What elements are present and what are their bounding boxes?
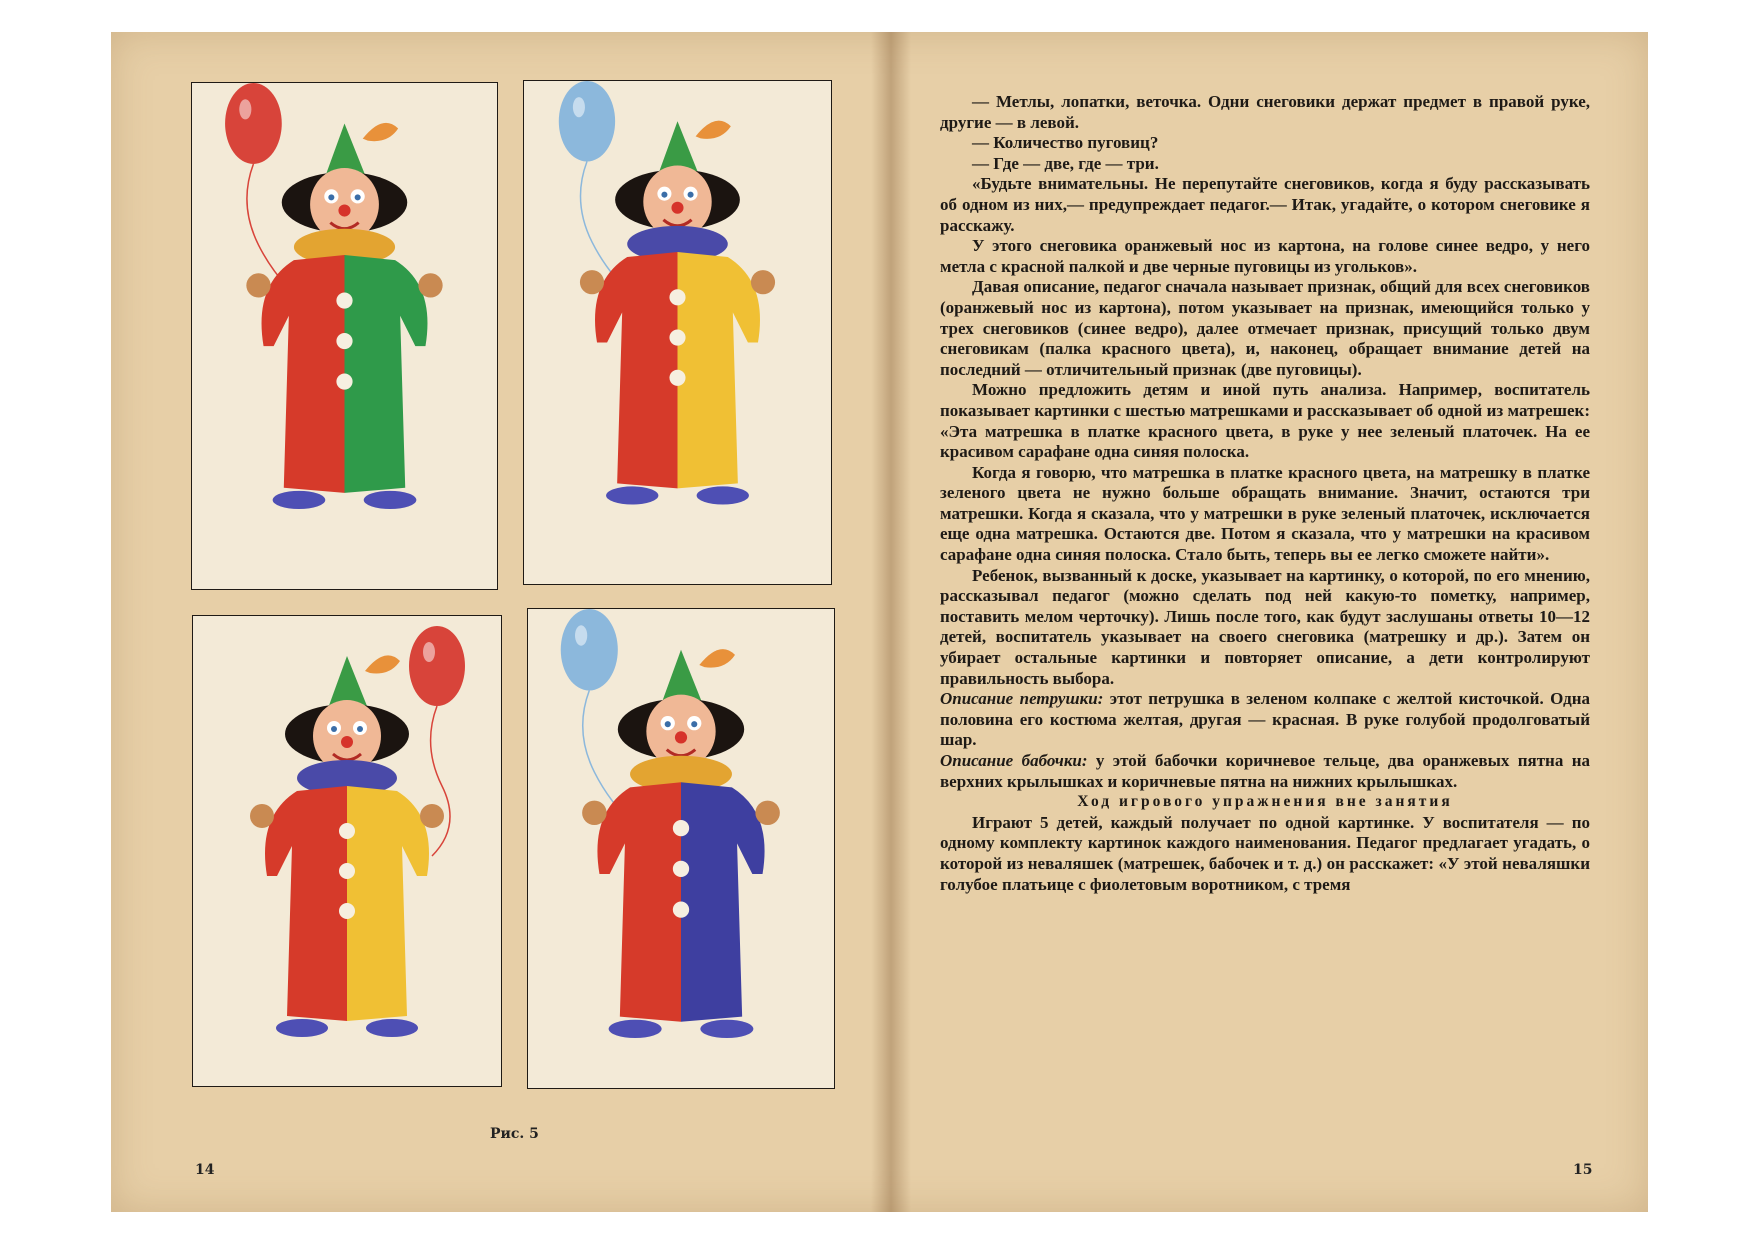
suit-button xyxy=(339,823,355,839)
suit-button xyxy=(669,370,685,386)
suit-button xyxy=(339,863,355,879)
paragraph: «Будьте внимательны. Не перепутайте снеговиков, когда я буду рассказывать об одном из них,— предупреждает педагог.— Итак, угадайте, о котором снеговике я расскажу. xyxy=(940,174,1590,235)
hand-left xyxy=(580,270,604,294)
nose xyxy=(341,736,353,748)
section-heading: Ход игрового упражнения вне занятия xyxy=(1077,793,1453,811)
butterfly-label: Описание бабочки: xyxy=(940,751,1088,770)
paragraph: — Где — две, где — три. xyxy=(972,153,1159,173)
balloon-highlight xyxy=(239,99,251,119)
hand-right xyxy=(751,270,775,294)
figure-caption: Рис. 5 xyxy=(490,1126,539,1142)
clown-panel-3 xyxy=(192,615,502,1087)
shoe-left xyxy=(273,491,326,509)
page-number-right: 15 xyxy=(1573,1162,1593,1178)
balloon xyxy=(561,609,618,691)
paragraph: Давая описание, педагог сначала называет признак, общий для всех снеговиков (оранжевый нос из картона), потом указывает на признак, имеющийся только у трех снеговиков (синее ведро), далее отмечает признак, присущий только двум снеговикам (палка красного цвета), и, наконец, обращает внимание детей на последний — отличительный признак (две пуговицы). xyxy=(940,277,1590,379)
hand-left xyxy=(246,273,270,297)
suit-button xyxy=(673,901,689,917)
suit-button xyxy=(336,292,352,308)
nose xyxy=(675,731,687,743)
shoe-right xyxy=(366,1019,418,1037)
pupil-right xyxy=(691,721,697,727)
shoe-right xyxy=(697,486,749,504)
nose xyxy=(338,204,350,216)
hand-left xyxy=(250,804,274,828)
balloon xyxy=(409,626,465,706)
hat-tassel xyxy=(699,649,735,667)
hand-right xyxy=(418,273,442,297)
suit-button xyxy=(339,903,355,919)
suit-button xyxy=(336,333,352,349)
shoe-left xyxy=(276,1019,328,1037)
nose xyxy=(671,202,683,214)
suit-left xyxy=(262,255,345,493)
pupil-left xyxy=(331,726,337,732)
butterfly-description xyxy=(940,751,1590,792)
petrushka-text: этот петрушка в зеленом колпаке с желтой кисточкой. Одна половина его костюма желтая, другая — красная. В руке голубой продолговатый шар. xyxy=(940,689,1590,750)
pupil-right xyxy=(688,192,694,198)
hand-right xyxy=(420,804,444,828)
hand-right xyxy=(755,801,779,825)
butterfly-text: у этой бабочки коричневое тельце, два оранжевых пятна на верхних крылышках и коричневые пятна на нижних крылышках. xyxy=(940,751,1590,791)
suit-right xyxy=(347,786,429,1021)
clown-panel-1 xyxy=(191,82,498,590)
balloon-highlight xyxy=(423,642,435,662)
shoe-left xyxy=(606,486,658,504)
shoe-left xyxy=(609,1020,662,1038)
paragraph: — Количество пуговиц? xyxy=(972,133,1159,153)
suit-right xyxy=(681,782,765,1022)
shoe-right xyxy=(700,1020,753,1038)
suit-right xyxy=(678,252,760,488)
clown-illustration xyxy=(193,616,501,1086)
suit-button xyxy=(669,329,685,345)
book-gutter xyxy=(871,32,911,1212)
pupil-left xyxy=(661,192,667,198)
hat-tassel xyxy=(696,121,731,139)
paragraph: Когда я говорю, что матрешка в платке красного цвета, на матрешку в платке зеленого цвета не нужно больше обращать внимание. Значит, остаются три матрешки. Когда я сказала, что у матрешки в руке зеленый платочек, исключается еще одна матрешка. Остаются две. Потом я сказала, что у матрешки на красивом сарафане одна синяя полоска. Стало быть, теперь вы ее легко сможете найти». xyxy=(940,462,1590,565)
suit-left xyxy=(595,252,677,488)
balloon-highlight xyxy=(573,97,585,117)
page-number-left: 14 xyxy=(195,1162,215,1178)
hat-tassel xyxy=(365,655,400,673)
pupil-left xyxy=(665,721,671,727)
paragraph: — Метлы, лопатки, веточка. Одни снеговики держат предмет в правой руке, другие — в левой. xyxy=(940,92,1590,132)
clown-illustration xyxy=(192,83,497,589)
suit-button xyxy=(673,820,689,836)
paragraph: Можно предложить детям и иной путь анализа. Например, воспитатель показывает картинки с шестью матрешками и рассказывает об одной из матрешек: «Эта матрешка в платке красного цвета, в руке у нее зеленый платочек. На ее красивом сарафане одна синяя полоска. xyxy=(940,380,1590,462)
balloon-string xyxy=(431,706,450,856)
clown-illustration xyxy=(528,609,834,1088)
paragraph: Играют 5 детей, каждый получает по одной картинке. У воспитателя — по одному комплекту картинок каждого наименования. Педагог предлагает угадать, о которой из неваляшек (матрешек, бабочек и т. д.) он расскажет: «У этой неваляшки голубое платьице с фиолетовым воротником, с тремя xyxy=(940,812,1590,894)
clown-panel-4 xyxy=(527,608,835,1089)
pupil-right xyxy=(357,726,363,732)
suit-button xyxy=(673,861,689,877)
hand-left xyxy=(582,801,606,825)
clown-panel-2 xyxy=(523,80,832,585)
pupil-right xyxy=(355,194,361,200)
hat-tassel xyxy=(363,123,398,141)
suit-button xyxy=(336,373,352,389)
suit-right xyxy=(345,255,428,493)
clown-illustration xyxy=(524,81,831,584)
balloon xyxy=(559,81,615,161)
pupil-left xyxy=(328,194,334,200)
balloon-highlight xyxy=(575,625,587,645)
shoe-right xyxy=(364,491,417,509)
suit-left xyxy=(597,782,681,1022)
balloon xyxy=(225,83,282,164)
petrushka-description xyxy=(940,689,1590,751)
suit-button xyxy=(669,289,685,305)
suit-left xyxy=(265,786,347,1021)
paragraph: У этого снеговика оранжевый нос из картона, на голове синее ведро, у него метла с красной палкой и две черные пуговицы из угольков». xyxy=(940,236,1590,276)
right-page-text xyxy=(940,92,1590,895)
paragraph: Ребенок, вызванный к доске, указывает на картинку, о которой, по его мнению, рассказывал педагог (можно сделать под ней какую-то пометку, например, поставить мелом черточку). Лишь после того, как будут заслушаны ответы 10—12 детей, воспитатель указывает на своего снеговика (матрешку и др.). Затем он убирает остальные картинки и повторяет описание, а дети контролируют правильность выбора. xyxy=(940,565,1590,688)
petrushka-label: Описание петрушки: xyxy=(940,689,1104,709)
